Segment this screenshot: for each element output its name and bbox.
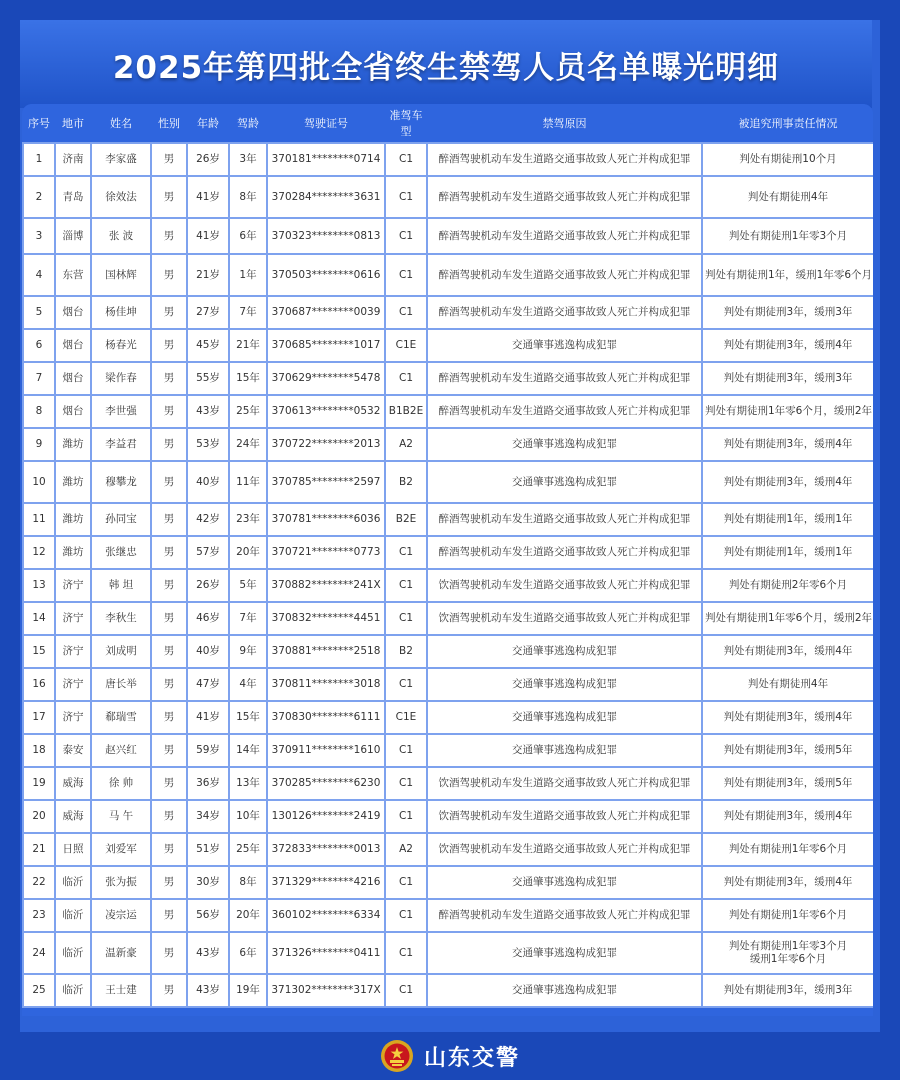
license-number-cell: 371326********0411	[267, 932, 385, 974]
ban-reason-cell: 饮酒驾驶机动车发生道路交通事故致人死亡并构成犯罪	[427, 569, 702, 602]
age-cell: 43岁	[187, 932, 229, 974]
criminal-liability-cell: 判处有期徒刑3年，缓刑3年	[702, 362, 873, 395]
driving-years-cell: 14年	[229, 734, 267, 767]
vehicle-class-cell: C1	[385, 218, 427, 254]
row-number-cell: 18	[23, 734, 55, 767]
table-row	[23, 701, 873, 734]
driving-years-cell: 3年	[229, 143, 267, 176]
license-number-cell: 360102********6334	[267, 899, 385, 932]
ban-list-table-card	[22, 104, 873, 1016]
city-cell: 临沂	[55, 932, 91, 974]
criminal-liability-cell: 判处有期徒刑3年，缓刑3年	[702, 296, 873, 329]
table-row	[23, 176, 873, 218]
ban-reason-cell: 醉酒驾驶机动车发生道路交通事故致人死亡并构成犯罪	[427, 296, 702, 329]
age-cell: 59岁	[187, 734, 229, 767]
row-number-cell: 19	[23, 767, 55, 800]
city-cell: 济宁	[55, 668, 91, 701]
criminal-liability-cell: 判处有期徒刑1年零6个月，缓刑2年	[702, 395, 873, 428]
driving-years-cell: 7年	[229, 602, 267, 635]
city-cell: 临沂	[55, 974, 91, 1007]
table-row	[23, 536, 873, 569]
criminal-liability-cell: 判处有期徒刑3年，缓刑4年	[702, 866, 873, 899]
gender-cell: 男	[151, 536, 187, 569]
license-number-cell: 370629********5478	[267, 362, 385, 395]
criminal-liability-cell: 判处有期徒刑1年零6个月，缓刑2年	[702, 602, 873, 635]
age-cell: 41岁	[187, 701, 229, 734]
table-row	[23, 503, 873, 536]
ban-reason-cell: 交通肇事逃逸构成犯罪	[427, 668, 702, 701]
table-row	[23, 932, 873, 974]
age-cell: 51岁	[187, 833, 229, 866]
age-cell: 47岁	[187, 668, 229, 701]
name-cell: 李益君	[91, 428, 151, 461]
criminal-liability-cell: 判处有期徒刑1年，缓刑1年	[702, 536, 873, 569]
age-cell: 43岁	[187, 395, 229, 428]
ban-reason-cell: 交通肇事逃逸构成犯罪	[427, 734, 702, 767]
police-emblem-icon	[380, 1039, 414, 1073]
vehicle-class-cell: A2	[385, 428, 427, 461]
ban-reason-cell: 醉酒驾驶机动车发生道路交通事故致人死亡并构成犯罪	[427, 362, 702, 395]
row-number-cell: 10	[23, 461, 55, 503]
gender-cell: 男	[151, 143, 187, 176]
name-cell: 徐效法	[91, 176, 151, 218]
criminal-liability-cell: 判处有期徒刑1年零6个月	[702, 899, 873, 932]
driving-years-cell: 24年	[229, 428, 267, 461]
ban-reason-cell: 饮酒驾驶机动车发生道路交通事故致人死亡并构成犯罪	[427, 800, 702, 833]
vehicle-class-cell: C1	[385, 143, 427, 176]
criminal-liability-cell: 判处有期徒刑3年，缓刑4年	[702, 329, 873, 362]
age-cell: 45岁	[187, 329, 229, 362]
gender-cell: 男	[151, 701, 187, 734]
ban-reason-cell: 交通肇事逃逸构成犯罪	[427, 329, 702, 362]
vehicle-class-cell: B2E	[385, 503, 427, 536]
age-cell: 40岁	[187, 635, 229, 668]
vehicle-class-cell: C1	[385, 296, 427, 329]
driving-years-cell: 11年	[229, 461, 267, 503]
city-cell: 临沂	[55, 866, 91, 899]
column-header: 地市	[55, 104, 91, 143]
vehicle-class-cell: C1	[385, 800, 427, 833]
license-number-cell: 371302********317X	[267, 974, 385, 1007]
driving-years-cell: 9年	[229, 635, 267, 668]
criminal-liability-cell: 判处有期徒刑1年，缓刑1年	[702, 503, 873, 536]
age-cell: 26岁	[187, 569, 229, 602]
row-number-cell: 17	[23, 701, 55, 734]
table-row	[23, 296, 873, 329]
criminal-liability-cell: 判处有期徒刑3年，缓刑4年	[702, 701, 873, 734]
ban-reason-cell: 交通肇事逃逸构成犯罪	[427, 428, 702, 461]
name-cell: 李家盛	[91, 143, 151, 176]
city-cell: 济宁	[55, 701, 91, 734]
gender-cell: 男	[151, 296, 187, 329]
column-header: 准驾车型	[385, 104, 427, 143]
city-cell: 临沂	[55, 899, 91, 932]
ban-reason-cell: 醉酒驾驶机动车发生道路交通事故致人死亡并构成犯罪	[427, 899, 702, 932]
city-cell: 青岛	[55, 176, 91, 218]
column-header: 性别	[151, 104, 187, 143]
age-cell: 41岁	[187, 218, 229, 254]
column-header: 序号	[23, 104, 55, 143]
city-cell: 济宁	[55, 569, 91, 602]
gender-cell: 男	[151, 974, 187, 1007]
driving-years-cell: 8年	[229, 866, 267, 899]
row-number-cell: 14	[23, 602, 55, 635]
name-cell: 李世强	[91, 395, 151, 428]
column-header: 驾驶证号	[267, 104, 385, 143]
ban-reason-cell: 饮酒驾驶机动车发生道路交通事故致人死亡并构成犯罪	[427, 833, 702, 866]
age-cell: 41岁	[187, 176, 229, 218]
gender-cell: 男	[151, 329, 187, 362]
license-number-cell: 370685********1017	[267, 329, 385, 362]
age-cell: 34岁	[187, 800, 229, 833]
age-cell: 27岁	[187, 296, 229, 329]
row-number-cell: 6	[23, 329, 55, 362]
name-cell: 杨佳坤	[91, 296, 151, 329]
ban-reason-cell: 醉酒驾驶机动车发生道路交通事故致人死亡并构成犯罪	[427, 536, 702, 569]
vehicle-class-cell: C1E	[385, 329, 427, 362]
vehicle-class-cell: B1B2E	[385, 395, 427, 428]
age-cell: 40岁	[187, 461, 229, 503]
criminal-liability-cell: 判处有期徒刑3年，缓刑5年	[702, 767, 873, 800]
row-number-cell: 25	[23, 974, 55, 1007]
license-number-cell: 370811********3018	[267, 668, 385, 701]
vehicle-class-cell: C1	[385, 668, 427, 701]
city-cell: 潍坊	[55, 536, 91, 569]
footer	[0, 1032, 900, 1080]
driving-years-cell: 19年	[229, 974, 267, 1007]
driving-years-cell: 21年	[229, 329, 267, 362]
criminal-liability-cell: 判处有期徒刑1年零6个月	[702, 833, 873, 866]
vehicle-class-cell: C1	[385, 536, 427, 569]
license-number-cell: 370830********6111	[267, 701, 385, 734]
age-cell: 21岁	[187, 254, 229, 296]
driving-years-cell: 6年	[229, 218, 267, 254]
driving-years-cell: 10年	[229, 800, 267, 833]
age-cell: 56岁	[187, 899, 229, 932]
name-cell: 孙同宝	[91, 503, 151, 536]
city-cell: 烟台	[55, 395, 91, 428]
vehicle-class-cell: C1	[385, 176, 427, 218]
city-cell: 济宁	[55, 602, 91, 635]
table-row	[23, 428, 873, 461]
name-cell: 王士建	[91, 974, 151, 1007]
driving-years-cell: 7年	[229, 296, 267, 329]
footer-brand-text: 山东交警	[423, 1045, 520, 1071]
vehicle-class-cell: C1	[385, 734, 427, 767]
name-cell: 韩 坦	[91, 569, 151, 602]
row-number-cell: 23	[23, 899, 55, 932]
criminal-liability-cell: 判处有期徒刑3年，缓刑5年	[702, 734, 873, 767]
ban-reason-cell: 醉酒驾驶机动车发生道路交通事故致人死亡并构成犯罪	[427, 218, 702, 254]
table-row	[23, 668, 873, 701]
criminal-liability-cell: 判处有期徒刑1年，缓刑1年零6个月	[702, 254, 873, 296]
name-cell: 李秋生	[91, 602, 151, 635]
criminal-liability-cell: 判处有期徒刑3年，缓刑4年	[702, 800, 873, 833]
driving-years-cell: 1年	[229, 254, 267, 296]
table-row	[23, 899, 873, 932]
criminal-liability-cell: 判处有期徒刑1年零3个月	[702, 218, 873, 254]
age-cell: 42岁	[187, 503, 229, 536]
age-cell: 30岁	[187, 866, 229, 899]
city-cell: 烟台	[55, 362, 91, 395]
name-cell: 马 午	[91, 800, 151, 833]
criminal-liability-cell: 判处有期徒刑1年零3个月 缓刑1年零6个月	[702, 932, 873, 974]
age-cell: 46岁	[187, 602, 229, 635]
column-header: 被追究刑事责任情况	[702, 104, 873, 143]
name-cell: 张为振	[91, 866, 151, 899]
city-cell: 潍坊	[55, 428, 91, 461]
gender-cell: 男	[151, 800, 187, 833]
gender-cell: 男	[151, 503, 187, 536]
gender-cell: 男	[151, 362, 187, 395]
driving-years-cell: 13年	[229, 767, 267, 800]
gender-cell: 男	[151, 734, 187, 767]
page-title: 2025年第四批全省终生禁驾人员名单曝光明细	[112, 49, 780, 86]
name-cell: 郗瑞雪	[91, 701, 151, 734]
table-row	[23, 143, 873, 176]
city-cell: 东营	[55, 254, 91, 296]
table-row	[23, 569, 873, 602]
table-row	[23, 218, 873, 254]
gender-cell: 男	[151, 395, 187, 428]
name-cell: 凌宗运	[91, 899, 151, 932]
vehicle-class-cell: C1	[385, 767, 427, 800]
ban-reason-cell: 醉酒驾驶机动车发生道路交通事故致人死亡并构成犯罪	[427, 254, 702, 296]
table-header-row	[23, 104, 873, 143]
column-header: 年龄	[187, 104, 229, 143]
age-cell: 53岁	[187, 428, 229, 461]
city-cell: 淄博	[55, 218, 91, 254]
city-cell: 济南	[55, 143, 91, 176]
gender-cell: 男	[151, 569, 187, 602]
vehicle-class-cell: B2	[385, 461, 427, 503]
vehicle-class-cell: B2	[385, 635, 427, 668]
criminal-liability-cell: 判处有期徒刑3年，缓刑4年	[702, 461, 873, 503]
driving-years-cell: 4年	[229, 668, 267, 701]
license-number-cell: 370323********0813	[267, 218, 385, 254]
license-number-cell: 370181********0714	[267, 143, 385, 176]
vehicle-class-cell: A2	[385, 833, 427, 866]
gender-cell: 男	[151, 176, 187, 218]
table-row	[23, 767, 873, 800]
license-number-cell: 370722********2013	[267, 428, 385, 461]
table-row	[23, 362, 873, 395]
driving-years-cell: 15年	[229, 701, 267, 734]
row-number-cell: 12	[23, 536, 55, 569]
driving-years-cell: 23年	[229, 503, 267, 536]
gender-cell: 男	[151, 254, 187, 296]
table-row	[23, 461, 873, 503]
row-number-cell: 4	[23, 254, 55, 296]
table-row	[23, 734, 873, 767]
city-cell: 威海	[55, 800, 91, 833]
ban-reason-cell: 交通肇事逃逸构成犯罪	[427, 866, 702, 899]
driving-years-cell: 15年	[229, 362, 267, 395]
city-cell: 潍坊	[55, 503, 91, 536]
city-cell: 潍坊	[55, 461, 91, 503]
gender-cell: 男	[151, 866, 187, 899]
gender-cell: 男	[151, 899, 187, 932]
name-cell: 刘爱军	[91, 833, 151, 866]
gender-cell: 男	[151, 602, 187, 635]
ban-reason-cell: 交通肇事逃逸构成犯罪	[427, 701, 702, 734]
criminal-liability-cell: 判处有期徒刑4年	[702, 176, 873, 218]
license-number-cell: 370613********0532	[267, 395, 385, 428]
row-number-cell: 16	[23, 668, 55, 701]
row-number-cell: 22	[23, 866, 55, 899]
city-cell: 威海	[55, 767, 91, 800]
table-row	[23, 602, 873, 635]
license-number-cell: 370785********2597	[267, 461, 385, 503]
table-row	[23, 833, 873, 866]
ban-reason-cell: 饮酒驾驶机动车发生道路交通事故致人死亡并构成犯罪	[427, 767, 702, 800]
criminal-liability-cell: 判处有期徒刑4年	[702, 668, 873, 701]
age-cell: 57岁	[187, 536, 229, 569]
column-header: 禁驾原因	[427, 104, 702, 143]
city-cell: 泰安	[55, 734, 91, 767]
vehicle-class-cell: C1E	[385, 701, 427, 734]
row-number-cell: 1	[23, 143, 55, 176]
gender-cell: 男	[151, 461, 187, 503]
row-number-cell: 2	[23, 176, 55, 218]
vehicle-class-cell: C1	[385, 899, 427, 932]
name-cell: 刘成明	[91, 635, 151, 668]
driving-years-cell: 25年	[229, 395, 267, 428]
license-number-cell: 370881********2518	[267, 635, 385, 668]
ban-reason-cell: 交通肇事逃逸构成犯罪	[427, 932, 702, 974]
ban-reason-cell: 醉酒驾驶机动车发生道路交通事故致人死亡并构成犯罪	[427, 143, 702, 176]
driving-years-cell: 20年	[229, 899, 267, 932]
row-number-cell: 24	[23, 932, 55, 974]
row-number-cell: 20	[23, 800, 55, 833]
license-number-cell: 370285********6230	[267, 767, 385, 800]
name-cell: 张继忠	[91, 536, 151, 569]
table-body	[23, 143, 873, 1007]
vehicle-class-cell: C1	[385, 932, 427, 974]
gender-cell: 男	[151, 932, 187, 974]
criminal-liability-cell: 判处有期徒刑10个月	[702, 143, 873, 176]
city-cell: 日照	[55, 833, 91, 866]
column-header: 驾龄	[229, 104, 267, 143]
driving-years-cell: 20年	[229, 536, 267, 569]
ban-reason-cell: 醉酒驾驶机动车发生道路交通事故致人死亡并构成犯罪	[427, 503, 702, 536]
name-cell: 赵兴红	[91, 734, 151, 767]
table-row	[23, 395, 873, 428]
name-cell: 杨春光	[91, 329, 151, 362]
vehicle-class-cell: C1	[385, 254, 427, 296]
age-cell: 55岁	[187, 362, 229, 395]
name-cell: 梁作春	[91, 362, 151, 395]
license-number-cell: 370284********3631	[267, 176, 385, 218]
row-number-cell: 7	[23, 362, 55, 395]
table-row	[23, 635, 873, 668]
criminal-liability-cell: 判处有期徒刑3年，缓刑4年	[702, 635, 873, 668]
vehicle-class-cell: C1	[385, 866, 427, 899]
city-cell: 烟台	[55, 296, 91, 329]
driving-years-cell: 6年	[229, 932, 267, 974]
vehicle-class-cell: C1	[385, 569, 427, 602]
license-number-cell: 370503********0616	[267, 254, 385, 296]
criminal-liability-cell: 判处有期徒刑2年零6个月	[702, 569, 873, 602]
vehicle-class-cell: C1	[385, 974, 427, 1007]
table-row	[23, 329, 873, 362]
ban-reason-cell: 交通肇事逃逸构成犯罪	[427, 461, 702, 503]
row-number-cell: 15	[23, 635, 55, 668]
row-number-cell: 13	[23, 569, 55, 602]
name-cell: 唐长举	[91, 668, 151, 701]
license-number-cell: 370882********241X	[267, 569, 385, 602]
driving-years-cell: 5年	[229, 569, 267, 602]
license-number-cell: 370781********6036	[267, 503, 385, 536]
name-cell: 穆攀龙	[91, 461, 151, 503]
city-cell: 济宁	[55, 635, 91, 668]
license-number-cell: 371329********4216	[267, 866, 385, 899]
criminal-liability-cell: 判处有期徒刑3年，缓刑3年	[702, 974, 873, 1007]
gender-cell: 男	[151, 767, 187, 800]
ban-reason-cell: 醉酒驾驶机动车发生道路交通事故致人死亡并构成犯罪	[427, 176, 702, 218]
table-row	[23, 974, 873, 1007]
license-number-cell: 370687********0039	[267, 296, 385, 329]
license-number-cell: 370832********4451	[267, 602, 385, 635]
column-header: 姓名	[91, 104, 151, 143]
table-row	[23, 800, 873, 833]
name-cell: 国林辉	[91, 254, 151, 296]
table-row	[23, 254, 873, 296]
age-cell: 43岁	[187, 974, 229, 1007]
city-cell: 烟台	[55, 329, 91, 362]
table-row	[23, 866, 873, 899]
license-number-cell: 370721********0773	[267, 536, 385, 569]
ban-reason-cell: 醉酒驾驶机动车发生道路交通事故致人死亡并构成犯罪	[427, 395, 702, 428]
row-number-cell: 3	[23, 218, 55, 254]
vehicle-class-cell: C1	[385, 362, 427, 395]
name-cell: 徐 帅	[91, 767, 151, 800]
row-number-cell: 9	[23, 428, 55, 461]
ban-reason-cell: 交通肇事逃逸构成犯罪	[427, 974, 702, 1007]
gender-cell: 男	[151, 635, 187, 668]
age-cell: 26岁	[187, 143, 229, 176]
driving-years-cell: 25年	[229, 833, 267, 866]
gender-cell: 男	[151, 668, 187, 701]
license-number-cell: 372833********0013	[267, 833, 385, 866]
criminal-liability-cell: 判处有期徒刑3年，缓刑4年	[702, 428, 873, 461]
age-cell: 36岁	[187, 767, 229, 800]
license-number-cell: 370911********1610	[267, 734, 385, 767]
row-number-cell: 5	[23, 296, 55, 329]
license-number-cell: 130126********2419	[267, 800, 385, 833]
ban-reason-cell: 饮酒驾驶机动车发生道路交通事故致人死亡并构成犯罪	[427, 602, 702, 635]
gender-cell: 男	[151, 833, 187, 866]
ban-reason-cell: 交通肇事逃逸构成犯罪	[427, 635, 702, 668]
vehicle-class-cell: C1	[385, 602, 427, 635]
ban-list-table	[22, 104, 873, 1008]
name-cell: 张 波	[91, 218, 151, 254]
row-number-cell: 8	[23, 395, 55, 428]
gender-cell: 男	[151, 428, 187, 461]
driving-years-cell: 8年	[229, 176, 267, 218]
name-cell: 温新豪	[91, 932, 151, 974]
row-number-cell: 11	[23, 503, 55, 536]
title-banner	[20, 20, 872, 108]
row-number-cell: 21	[23, 833, 55, 866]
gender-cell: 男	[151, 218, 187, 254]
